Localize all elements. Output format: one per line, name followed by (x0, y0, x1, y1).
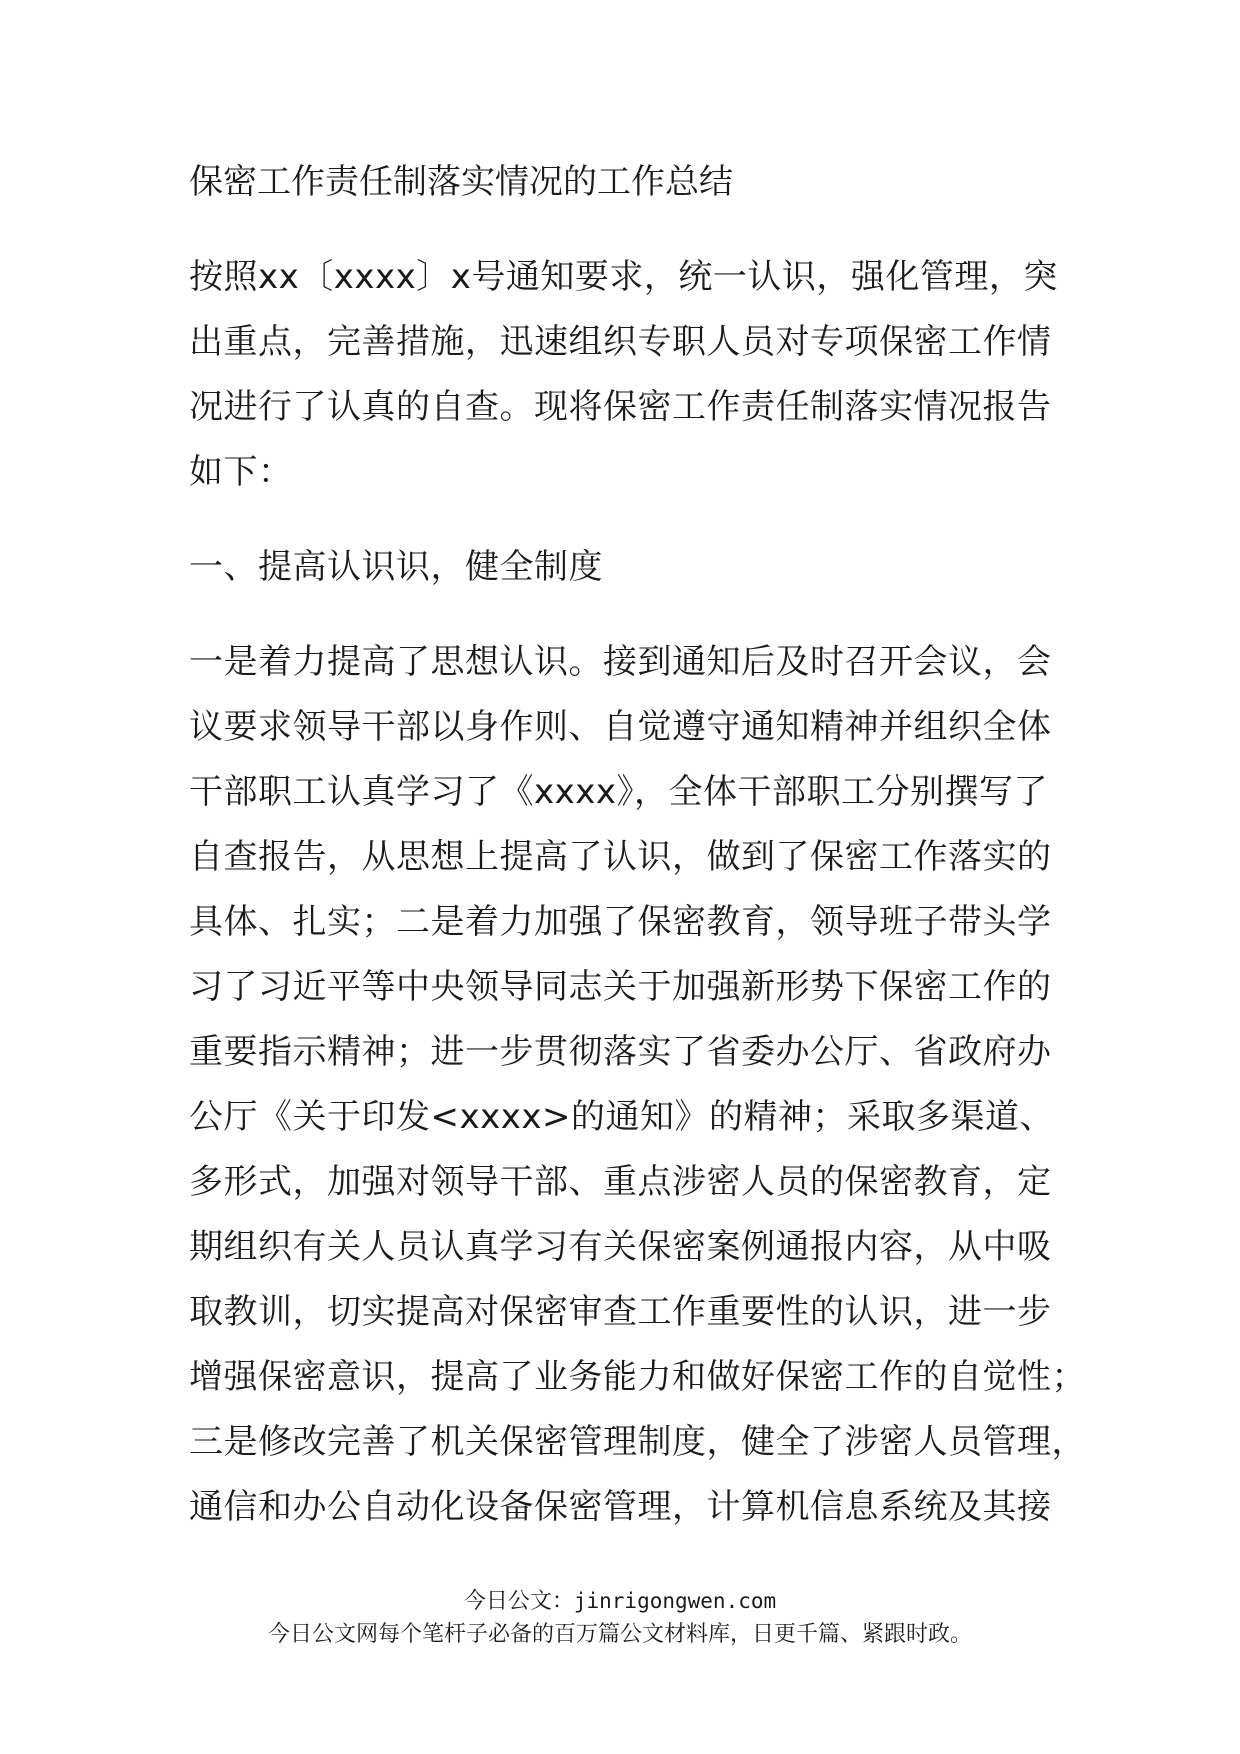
paragraph-line: 干部职工认真学习了《xxxx》，全体干部职工分别撰写了 (189, 772, 1048, 812)
paragraph-line: 出重点，完善措施，迅速组织专职人员对专项保密工作情 (189, 322, 1052, 362)
footer-slogan: 今日公文网每个笔杆子必备的百万篇公文材料库，日更千篇、紧跟时政。 (267, 1622, 972, 1647)
paragraph-line: 按照xx〔xxxx〕x号通知要求，统一认识，强化管理，突 (189, 257, 1058, 297)
paragraph-line: 重要指示精神；进一步贯彻落实了省委办公厅、省政府办 (189, 1032, 1052, 1072)
footer-site-url[interactable]: jinrigongwen.com (573, 1589, 777, 1613)
paragraph-line: 议要求领导干部以身作则、自觉遵守通知精神并组织全体 (189, 707, 1052, 747)
paragraph-line: 三是修改完善了机关保密管理制度，健全了涉密人员管理， (189, 1422, 1086, 1462)
paragraph-line: 期组织有关人员认真学习有关保密案例通报内容，从中吸 (189, 1227, 1052, 1267)
paragraph-line: 如下： (189, 452, 293, 492)
paragraph-line: 多形式，加强对领导干部、重点涉密人员的保密教育，定 (189, 1162, 1052, 1202)
paragraph-line: 公厅《关于印发<xxxx>的通知》的精神；采取多渠道、 (189, 1097, 1054, 1137)
paragraph-line: 一是着力提高了思想认识。接到通知后及时召开会议，会 (189, 642, 1052, 682)
footer-site (0, 1586, 1240, 1617)
section-heading: 一、提高认识识，健全制度 (189, 547, 603, 587)
footer-site-label: 今日公文： (463, 1589, 574, 1614)
paragraph-line: 习了习近平等中央领导同志关于加强新形势下保密工作的 (189, 967, 1052, 1007)
spacer (189, 215, 1069, 245)
document-title: 保密工作责任制落实情况的工作总结 (189, 162, 733, 202)
spacer (189, 600, 1069, 630)
paragraph-line: 自查报告，从思想上提高了认识，做到了保密工作落实的 (189, 837, 1052, 877)
paragraph-line: 取教训，切实提高对保密审查工作重要性的认识，进一步 (189, 1292, 1052, 1332)
body-paragraph (189, 630, 1086, 1540)
paragraph-line: 况进行了认真的自查。现将保密工作责任制落实情况报告 (189, 387, 1052, 427)
document-content (189, 150, 1086, 1540)
paragraph-line: 通信和办公自动化设备保密管理，计算机信息系统及其接 (189, 1487, 1052, 1527)
spacer (189, 505, 1069, 535)
intro-paragraph (189, 245, 1069, 505)
paragraph-line: 增强保密意识，提高了业务能力和做好保密工作的自觉性； (189, 1357, 1086, 1397)
paragraph-line: 具体、扎实；二是着力加强了保密教育，领导班子带头学 (189, 902, 1052, 942)
